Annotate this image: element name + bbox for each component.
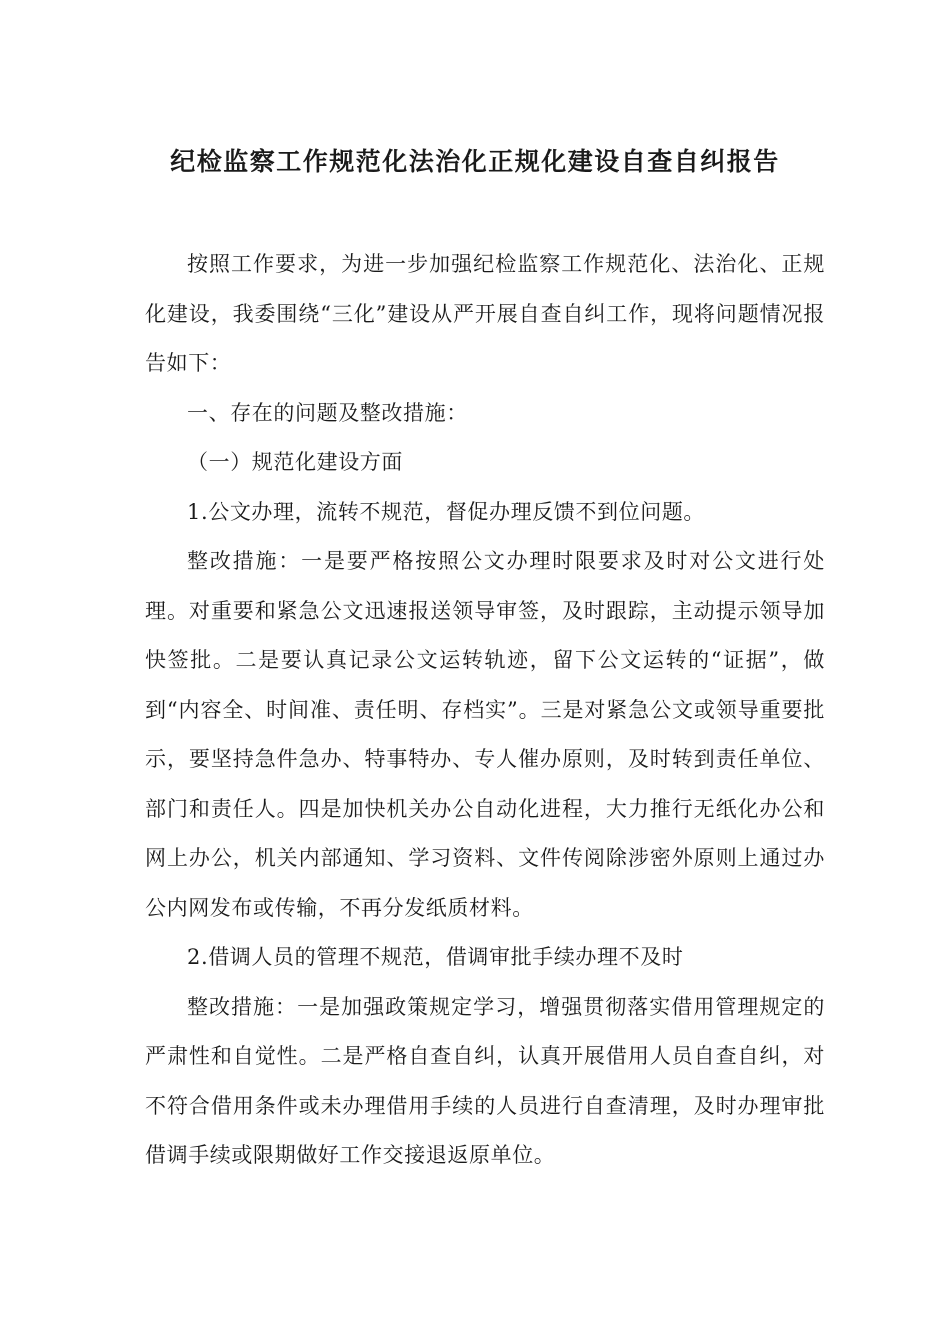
document-title: 纪检监察工作规范化法治化正规化建设自查自纠报告 xyxy=(170,147,780,176)
document-body xyxy=(145,240,825,1181)
heading-subsection-1: （一）规范化建设方面 xyxy=(187,450,403,474)
issue-2: 2.借调人员的管理不规范，借调审批手续办理不及时 xyxy=(187,945,684,969)
measures-1: 整改措施：一是要严格按照公文办理时限要求及时对公文进行处理。对重要和紧急公文迅速报送领导审签，及时跟踪，主动提示领导加快签批。二是要认真记录公文运转轨迹，留下公文运转的“证据”，做到“内容全、时间准、责任明、存档实”。三是对紧急公文或领导重要批示，要坚持急件急办、特事特办、专人催办原则，及时转到责任单位、部门和责任人。四是加快机关办公自动化进程，大力推行无纸化办公和网上办公，机关内部通知、学习资料、文件传阅除涉密外原则上通过办公内网发布或传输，不再分发纸质材料。 xyxy=(145,549,825,920)
issue-1: 1.公文办理，流转不规范，督促办理反馈不到位问题。 xyxy=(187,499,706,524)
paragraph-intro: 按照工作要求，为进一步加强纪检监察工作规范化、法治化、正规化建设，我委围绕“三化”建设从严开展自查自纠工作，现将问题情况报告如下： xyxy=(145,252,825,375)
heading-section-1: 一、存在的问题及整改措施： xyxy=(187,400,468,425)
measures-2: 整改措施：一是加强政策规定学习，增强贯彻落实借用管理规定的严肃性和自觉性。二是严格自查自纠，认真开展借用人员自查自纠，对不符合借用条件或未办理借用手续的人员进行自查清理，及时办理审批借调手续或限期做好工作交接退返原单位。 xyxy=(145,994,825,1167)
